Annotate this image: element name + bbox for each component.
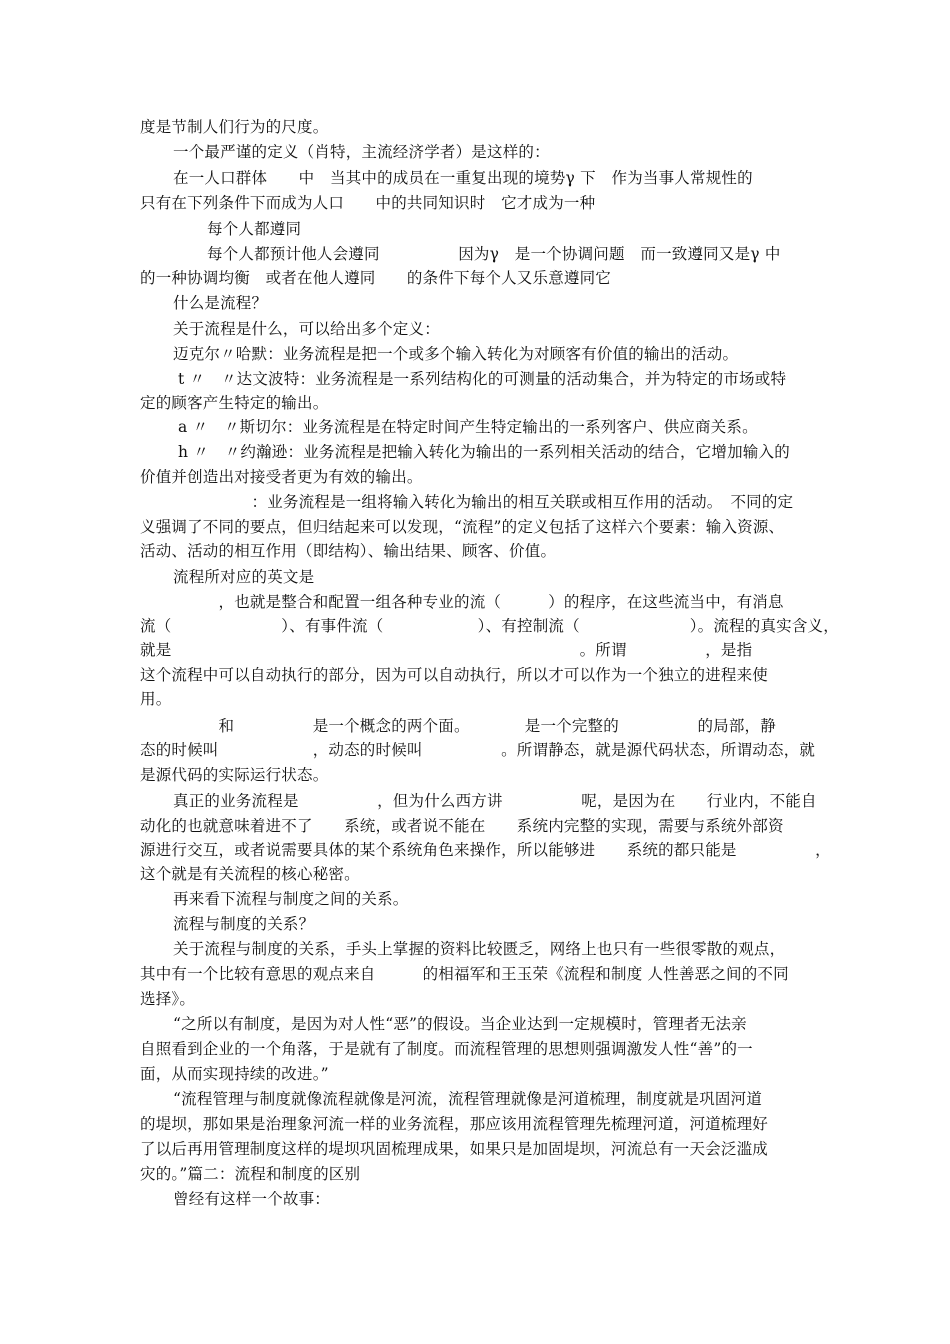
text-line: 什么是流程？ [173, 294, 268, 312]
text-line: ，也就是整合和配置一组各种专业的流（ ）的程序，在这些流当中，有消息 [140, 593, 784, 611]
text-line: 和 是一个概念的两个面。 是一个完整的 的局部，静 [140, 717, 776, 735]
text-line: 选择》。 [140, 990, 196, 1008]
text-line: 关于流程与制度的关系，手头上掌握的资料比较匮乏，网络上也只有一些很零散的观点， [173, 940, 786, 958]
text-line: 就是 。所谓 ，是指 [140, 641, 753, 659]
text-line: 迈克尔〃哈默：业务流程是把一个或多个输入转化为对顾客有价值的输出的活动。 [173, 345, 739, 363]
text-line: 流程所对应的英文是 [173, 568, 315, 586]
text-line: 在一人口群体 中 当其中的成员在一重复出现的境势γ 下 作为当事人常规性的 [173, 169, 753, 187]
text-line: 源进行交互，或者说需要具体的某个系统角色来操作，所以能够进 系统的都只能是 ， [140, 841, 831, 859]
text-line: ：业务流程是一组将输入转化为输出的相互关联或相互作用的活动。 不同的定 [173, 493, 794, 511]
text-line: 每个人都预计他人会遵同 因为γ 是一个协调问题 而一致遵同又是γ 中 [207, 245, 781, 263]
text-line: 真正的业务流程是 ，但为什么西方讲 呢，是因为在 行业内，不能自 [173, 792, 817, 810]
text-line: “流程管理与制度就像流程就像是河流，流程管理就像是河道梳理，制度就是巩固河道 [173, 1090, 763, 1108]
text-line: 关于流程是什么，可以给出多个定义： [173, 320, 440, 338]
text-line: 面，从而实现持续的改进。” [140, 1065, 329, 1083]
text-line: 自照看到企业的一个角落，于是就有了制度。而流程管理的思想则强调激发人性“善”的一 [140, 1040, 753, 1058]
text-line: 用。 [140, 690, 172, 708]
text-line: 每个人都遵同 [207, 220, 302, 238]
text-line: 其中有一个比较有意思的观点来自 的相福军和王玉荣《流程和制度 人性善恶之间的不同 [140, 965, 789, 983]
text-line: 度是节制人们行为的尺度。 [140, 118, 329, 136]
text-line: 是源代码的实际运行状态。 [140, 766, 329, 784]
text-line: h 〃 〃约瀚逊：业务流程是把输入转化为输出的一系列相关活动的结合，它增加输入的 [178, 443, 790, 461]
text-line: 活动、活动的相互作用（即结构）、输出结果、顾客、价值。 [140, 542, 557, 560]
text-line: 灾的。”篇二：流程和制度的区别 [140, 1165, 361, 1183]
text-line: 流（ ）、有事件流（ ）、有控制流（ ）。流程的真实含义， [140, 617, 839, 635]
text-line: a 〃 〃斯切尔：业务流程是在特定时间产生特定输出的一系列客户、供应商关系。 [178, 418, 758, 436]
text-line: 定的顾客产生特定的输出。 [140, 394, 329, 412]
text-line: 一个最严谨的定义（肖特，主流经济学者）是这样的： [173, 143, 550, 161]
text-line: 再来看下流程与制度之间的关系。 [173, 890, 409, 908]
text-line: 的堤坝，那如果是治理象河流一样的业务流程，那应该用流程管理先梳理河道，河道梳理好 [140, 1115, 769, 1133]
text-line: 流程与制度的关系？ [173, 915, 315, 933]
text-line: “之所以有制度，是因为对人性“恶”的假设。当企业达到一定规模时，管理者无法亲 [173, 1015, 747, 1033]
text-line: t 〃 〃达文波特：业务流程是一系列结构化的可测量的活动集合，并为特定的市场或特 [178, 370, 787, 388]
text-line: 态的时候叫 ，动态的时候叫 。所谓静态，就是源代码状态，所谓动态，就 [140, 741, 816, 759]
text-line: 义强调了不同的要点，但归结起来可以发现，“流程”的定义包括了这样六个要素：输入资源、 [140, 518, 785, 536]
text-line: 只有在下列条件下而成为人口 中的共同知识时 它才成为一种 [140, 194, 596, 212]
text-line: 的一种协调均衡 或者在他人遵同 的条件下每个人又乐意遵同它 [140, 269, 612, 287]
text-line: 价值并创造出对接受者更为有效的输出。 [140, 468, 423, 486]
text-line: 曾经有这样一个故事： [173, 1190, 331, 1208]
text-line: 这个流程中可以自动执行的部分，因为可以自动执行，所以才可以作为一个独立的进程来使 [140, 666, 769, 684]
text-line: 了以后再用管理制度这样的堤坝巩固梳理成果，如果只是加固堤坝，河流总有一天会泛滥成 [140, 1140, 769, 1158]
text-line: 动化的也就意味着进不了 系统，或者说不能在 系统内完整的实现，需要与系统外部资 [140, 817, 784, 835]
text-line: 这个就是有关流程的核心秘密。 [140, 865, 360, 883]
